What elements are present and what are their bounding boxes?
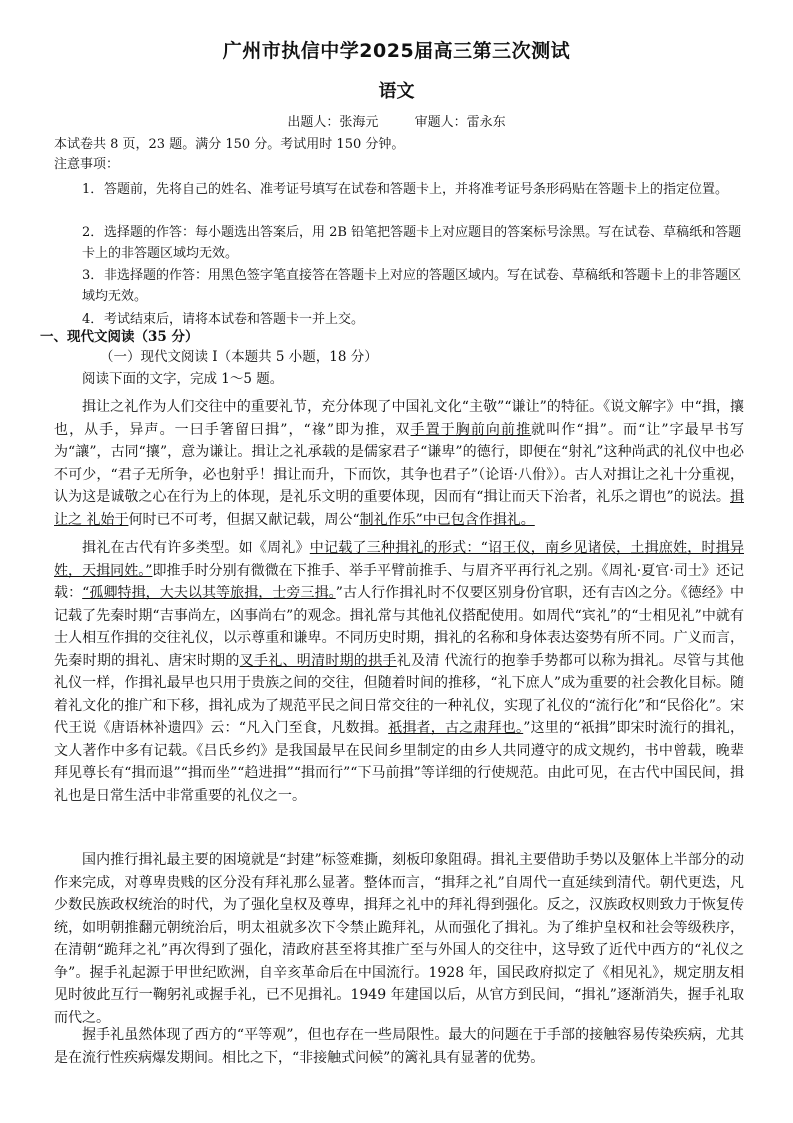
passage-paragraph-4: 握手礼虽然体现了西方的“平等观”，但也存在一些局限性。最大的问题在于手部的接触容易传染疾病，尤其是在流行性疾病爆发期间。相比之下，“非接触式问候”的篱礼具有显著的优势。 [54,1027,744,1066]
exam-info: 本试卷共 8 页，23 题。满分 150 分。考试用时 150 分钟。 [54,137,405,152]
notice-number: 1． [82,182,104,197]
reviewer: 审题人：雷永东 [414,115,506,130]
underlined-phrase: 中记载了三种揖礼的形式：“诏王仪，南乡见诸侯，土揖庶姓，时揖异姓，天揖同姓。” [54,540,745,579]
subject-title: 语文 [378,81,415,102]
notice-number: 2． [82,225,104,240]
notice-item [82,265,742,307]
notice-item [82,309,742,330]
section-heading: 一、现代文阅读（35 分） [40,329,199,345]
setter: 出题人：张海元 [287,115,379,130]
passage-paragraph-2: 揖礼在古代有许多类型。如《周礼》中记载了三种揖礼的形式：“诏王仪，南乡见诸侯，土揖庶姓，时揖异姓，天揖同姓。”即推手时分别有微微在下推手、举手平臂前推手、与眉齐平再行礼之别。《周礼·夏官·司士》还记载：“孤卿特揖，大夫以其等旅揖，士旁三揖。”古人行作揖礼时不仅要区别身份官职，还有吉凶之分。《德经》中记载了先秦时期“吉事尚左，凶事尚右”的观念。揖礼常与其他礼仪搭配使用。如周代“宾礼”的“士相见礼”中就有士人相互作揖的交往礼仪，以示尊重和谦卑。不同历史时期，揖礼的名称和身体表达姿势有所不同。广义而言，先秦时期的揖礼、唐宋时期的叉手礼、明清时期的拱手礼及清 代流行的抱拳手势都可以称为揖礼。尽管与其他礼仪一样，作揖礼最早也只用于贵族之间的交往，但随着时间的推移，“礼下庶人”成为重要的社会教化目标。随着礼文化的推广和下移，揖礼成为了规范平民之间日常交往的一种礼仪，实现了礼仪的“流行化”和“民俗化”。宋代王说《唐语林补遗四》云：“凡入门至食，凡数揖。祇揖者，古之肃拜也。”这里的“祇揖”即宋时流行的揖礼，文人著作中多有记载。《吕氏乡约》是我国最早在民间乡里制定的由乡人共同遵守的成文规约，书中曾载，晚辈拜见尊长有“揖而退”“揖而坐”“趋进揖”“揖而行”“下马前揖”等详细的行使规范。由此可见，在古代中国民间，揖礼也是日常生活中非常重要的礼仪之一。 [54,540,745,804]
notice-text: 选择题的作答：每小题选出答案后，用 2B 铅笔把答题卡上对应题目的答案标号涂黑。写在试卷、草稿纸和答题卡上的非答题区域均无效。 [82,225,742,261]
underlined-phrase: 祇揖者，古之肃拜也。 [388,720,524,736]
underlined-phrase: 叉手礼、明清时期的拱手 [239,652,397,669]
author-line [0,111,793,130]
notice-item [82,179,742,200]
underlined-phrase: 揖让之 礼始于 [54,489,744,528]
notice-item [82,222,742,264]
passage-paragraph-1: 揖让之礼作为人们交往中的重要礼节，充分体现了中国礼文化“主敬”“谦让”的特征。《说文解字》中“揖，攘也，从手，异声。一曰手箸留曰揖”，“禒”即为推，双手置于胸前向前推就叫作“揖”。而“让”字最早书写为“讓”，古同“攘”，意为谦让。揖让之礼承载的是儒家君子“谦卑”的德行，即便在“射礼”这种尚武的礼仪中也必不可少，“君子无所争，必也射乎！揖让而升，下而饮，其争也君子”（论语·八佾》）。古人对揖让之礼十分重视，认为这是诚敬之心在行为上的体现，是礼乐文明的重要体现，因而有“揖让而天下治者，礼乐之谓也”的说法。揖让之 礼始于何时已不可考，但据又献记载，周公“制礼作乐”中已包含作揖礼。 [54,399,744,528]
subsection-heading: （一）现代文阅读 I（本题共 5 小题，18 分） [100,349,378,365]
notice-number: 4． [82,312,104,327]
notice-text: 考试结束后，请将本试卷和答题卡一并上交。 [104,312,365,327]
reading-instruction: 阅读下面的文字，完成 1～5 题。 [82,371,284,387]
passage-paragraph-3: 国内推行揖礼最主要的困境就是“封建”标签难撕，刻板印象阻碍。揖礼主要借助手势以及躯体上半部分的动作来完成，对尊卑贵贱的区分没有拜礼那么显著。整体而言，“揖拜之礼”自周代一直延续到清代。朝代更迭，凡少数民族政权统治的时代，为了强化皇权及尊卑，揖拜之礼中的拜礼得到强化。反之，汉族政权则致力于恢复传统，如明朝推翻元朝统治后，明太祖就多次下令禁止跪拜礼，从而强化了揖礼。为了维护皇权和社会等级秩序，在清朝“跪拜之礼”再次得到了强化，清政府甚至将其推广至与外国人的交往中，这导致了近代中西方的“礼仪之争”。握手礼起源于甲世纪欧洲，自辛亥革命后在中国流行。1928 年，国民政府拟定了《相见礼》，规定朋友相见时彼此互行一鞠躬礼或握手礼，已不见揖礼。1949 年建国以后，从官方到民间，“揖礼”逐渐消失，握手礼取而代之。 [54,852,744,1026]
exam-title: 广州市执信中学2025届高三第三次测试 [222,40,571,62]
underlined-phrase: 制礼作乐”中已包含作揖礼。 [359,511,535,528]
notice-text: 非选择题的作答：用黑色签字笔直接答在答题卡上对应的答题区域内。写在试卷、草稿纸和答题卡上的非答题区域均无效。 [82,268,742,304]
notice-heading: 注意事项： [54,157,120,172]
notice-number: 3． [82,268,104,283]
notice-text: 答题前，先将自己的姓名、准考证号填写在试卷和答题卡上，并将准考证号条形码贴在答题卡上的指定位置。 [104,182,729,197]
underlined-phrase: 手置于胸前向前推 [410,421,532,438]
underlined-phrase: “孤卿特揖，大夫以其等旅揖，士旁三揖。 [82,585,336,601]
